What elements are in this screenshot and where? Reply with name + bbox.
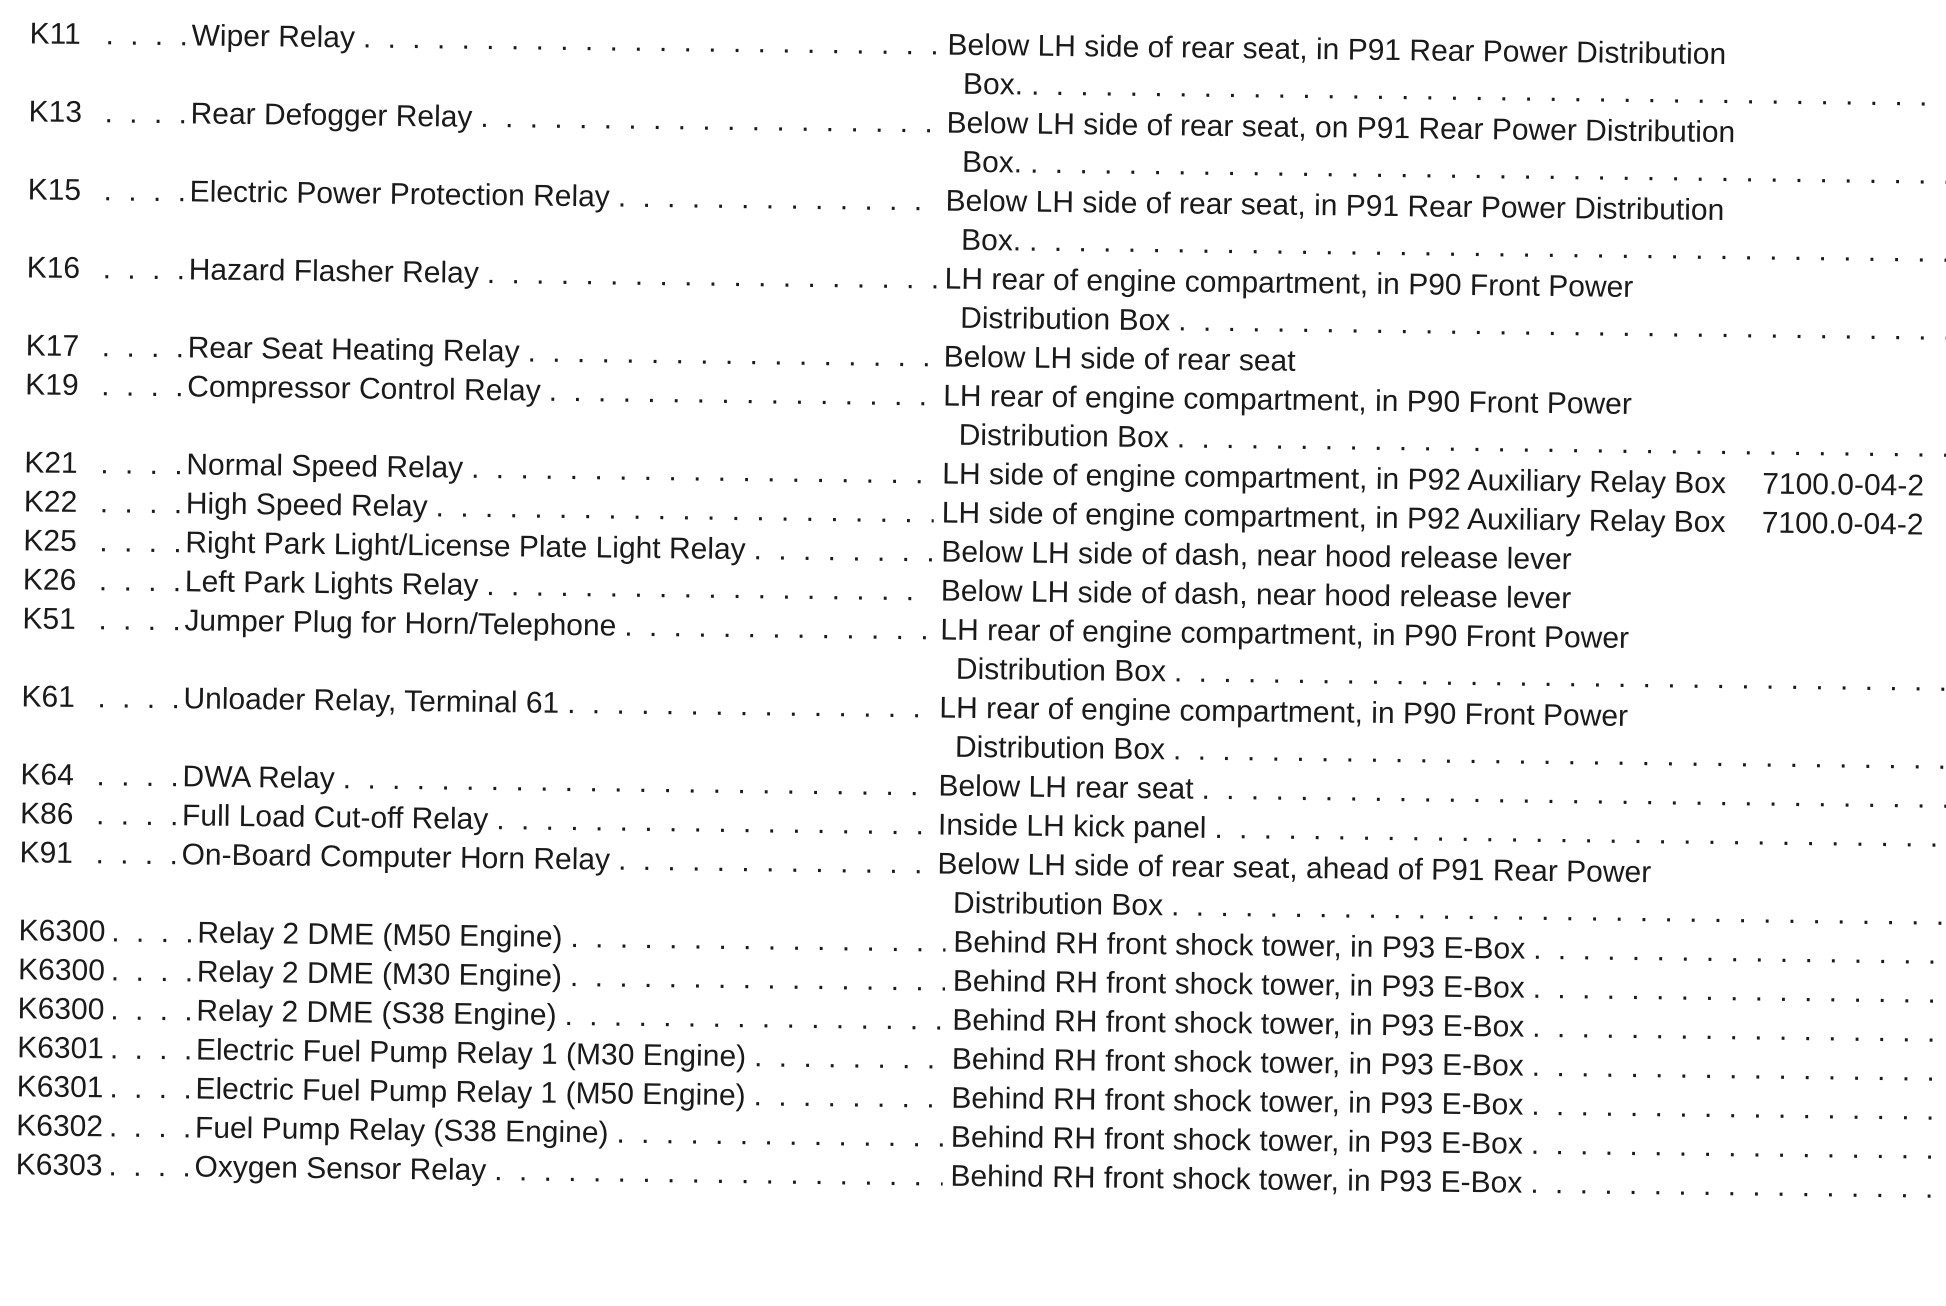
- location-text: Distribution Box: [959, 301, 1171, 338]
- relay-name: Right Park Light/License Plate Light Relay: [185, 526, 746, 567]
- dot-leader: [564, 996, 944, 1040]
- relay-code: K19: [25, 368, 79, 402]
- relay-code: K6303: [15, 1148, 103, 1183]
- relay-name-cell: [187, 367, 943, 415]
- location-text: LH side of engine compartment, in P92 Auxiliary Relay Box: [941, 496, 1726, 540]
- relay-name: Relay 2 DME (M50 Engine): [197, 916, 563, 954]
- dot-leader: [753, 530, 933, 571]
- dot-leader: [624, 607, 933, 650]
- relay-name: Relay 2 DME (S38 Engine): [196, 994, 557, 1032]
- dot-leader: [102, 327, 182, 367]
- dot-leader: [570, 918, 945, 962]
- location-text: Below LH side of rear seat: [943, 340, 1296, 378]
- relay-name-cell: [181, 835, 937, 883]
- relay-name: Electric Power Protection Relay: [189, 175, 611, 214]
- location-text: Behind RH front shock tower, in P93 E-Box: [950, 1120, 1524, 1161]
- relay-code: K61: [21, 680, 76, 714]
- dot-leader: [108, 1146, 188, 1186]
- location-text: LH rear of engine compartment, in P90 Front Power: [943, 379, 1633, 421]
- relay-name-cell: [191, 16, 947, 64]
- relay-code: K16: [26, 251, 81, 285]
- dot-leader: [754, 1037, 944, 1078]
- dot-leader: [99, 522, 179, 562]
- relay-name: DWA Relay: [182, 760, 335, 796]
- relay-code: K6300: [17, 953, 106, 988]
- dot-leader: [496, 800, 930, 844]
- relay-code: K22: [23, 485, 78, 519]
- relay-name: Full Load Cut-off Relay: [181, 799, 489, 837]
- dot-leader: [102, 249, 182, 289]
- relay-name: Electric Fuel Pump Relay 1 (M30 Engine): [195, 1033, 747, 1074]
- relay-code: K21: [24, 446, 78, 480]
- dot-leader: [753, 1076, 943, 1117]
- location-text: Distribution Box: [952, 886, 1164, 923]
- dot-leader: [100, 483, 180, 523]
- location-text: LH rear of engine compartment, in P90 Front Power: [939, 691, 1629, 733]
- dot-leader: [480, 98, 939, 143]
- dot-leader: [618, 841, 930, 884]
- location-text: Below LH side of dash, near hood release lever: [941, 535, 1572, 577]
- relay-name-cell: [188, 250, 944, 298]
- relay-code: K86: [19, 797, 74, 831]
- relay-code: K11: [29, 17, 81, 51]
- dot-leader: [96, 795, 176, 835]
- relay-code: K6300: [18, 914, 106, 949]
- relay-location-list: [16, 14, 1930, 1207]
- location-text: LH rear of engine compartment, in P90 Front Power: [944, 262, 1634, 304]
- relay-name: On-Board Computer Horn Relay: [181, 838, 611, 877]
- dot-leader: [101, 366, 181, 406]
- relay-name-cell: [183, 679, 939, 727]
- location-text: Behind RH front shock tower, in P93 E-Box: [951, 1081, 1524, 1122]
- dot-leader: [109, 1068, 189, 1108]
- location-text: Below LH side of rear seat, ahead of P91 Rear Power: [937, 847, 1652, 890]
- relay-code: K51: [22, 602, 77, 636]
- dot-leader: [494, 1151, 943, 1195]
- dot-leader: [105, 15, 185, 55]
- relay-name: Relay 2 DME (M30 Engine): [196, 955, 563, 993]
- location-text: Behind RH front shock tower, in P93 E-Box: [952, 1003, 1525, 1044]
- location-text: Behind RH front shock tower, in P93 E-Box: [951, 1042, 1524, 1083]
- dot-leader: [109, 1107, 189, 1147]
- dot-leader: [98, 600, 178, 640]
- relay-location: [950, 1157, 1946, 1240]
- dot-leader: [616, 1114, 943, 1157]
- dot-leader: [567, 684, 932, 727]
- relay-code: K26: [22, 563, 77, 597]
- relay-code: K6301: [16, 1031, 105, 1066]
- dot-leader: [95, 834, 175, 874]
- diagram-reference: 7100.0-04-2: [1762, 467, 1925, 503]
- relay-code: K17: [25, 329, 80, 363]
- location-text: Box.: [962, 67, 1024, 102]
- location-text: Behind RH front shock tower, in P93 E-Box: [953, 925, 1526, 966]
- dot-leader: [99, 561, 179, 601]
- relay-name: Wiper Relay: [191, 19, 356, 55]
- relay-name: Compressor Control Relay: [187, 370, 541, 408]
- dot-leader: [1530, 1164, 1946, 1240]
- relay-name: Hazard Flasher Relay: [188, 253, 480, 290]
- relay-code: K6301: [16, 1070, 104, 1105]
- relay-code: K91: [19, 836, 74, 870]
- dot-leader: [618, 178, 938, 221]
- relay-name-cell: [194, 1147, 950, 1195]
- dot-leader: [96, 756, 176, 796]
- location-text: LH rear of engine compartment, in P90 Front Power: [940, 613, 1630, 655]
- dot-leader: [110, 1029, 190, 1069]
- relay-code: K25: [23, 524, 77, 558]
- location-text: Distribution Box: [955, 652, 1167, 689]
- dot-leader: [487, 254, 937, 298]
- diagram-reference: 7100.0-04-2: [1761, 506, 1924, 542]
- relay-name-cell: [190, 94, 946, 142]
- relay-code: K64: [20, 758, 75, 792]
- location-text: Inside LH kick panel: [937, 808, 1207, 845]
- relay-code: K13: [28, 95, 83, 130]
- dot-leader: [110, 990, 190, 1030]
- dot-leader: [111, 951, 191, 991]
- location-text: Behind RH front shock tower, in P93 E-Box: [950, 1159, 1523, 1200]
- relay-name: Unloader Relay, Terminal 61: [183, 682, 560, 720]
- dot-leader: [363, 18, 940, 64]
- relay-name: Fuel Pump Relay (S38 Engine): [194, 1111, 609, 1150]
- dot-leader: [570, 957, 945, 1001]
- location-text: Behind RH front shock tower, in P93 E-Box: [952, 964, 1525, 1005]
- dot-leader: [97, 678, 177, 718]
- dot-leader: [111, 912, 191, 952]
- location-text: Below LH side of rear seat, in P91 Rear Power Distribution: [947, 28, 1727, 72]
- dot-leader: [527, 332, 936, 376]
- location-line: [950, 1157, 1946, 1240]
- relay-name: High Speed Relay: [185, 487, 428, 524]
- relay-code: K15: [27, 173, 82, 208]
- relay-name: Jumper Plug for Horn/Telephone: [184, 604, 617, 643]
- relay-name-cell: [184, 601, 940, 649]
- relay-name: Normal Speed Relay: [186, 448, 464, 485]
- dot-leader: [435, 487, 934, 532]
- relay-name: Electric Fuel Pump Relay 1 (M50 Engine): [195, 1072, 746, 1113]
- relay-name: Left Park Lights Relay: [184, 565, 479, 602]
- dot-leader: [471, 449, 935, 494]
- relay-name-cell: [189, 172, 945, 220]
- location-text: LH side of engine compartment, in P92 Auxiliary Relay Box: [942, 457, 1727, 501]
- relay-code: K6302: [16, 1109, 104, 1144]
- dot-leader: [104, 93, 184, 133]
- location-text: Box.: [960, 223, 1022, 258]
- location-text: Below LH side of dash, near hood release lever: [940, 574, 1572, 616]
- location-text: Distribution Box: [954, 730, 1166, 767]
- dot-leader: [100, 444, 180, 484]
- dot-leader: [548, 372, 935, 416]
- relay-name: Oxygen Sensor Relay: [194, 1150, 487, 1188]
- location-text: Below LH rear seat: [938, 769, 1194, 806]
- location-text: Distribution Box: [958, 418, 1170, 455]
- location-text: Box.: [961, 145, 1023, 180]
- dot-leader: [486, 566, 933, 610]
- location-text: Below LH side of rear seat, in P91 Rear Power Distribution: [945, 184, 1725, 228]
- relay-name: Rear Defogger Relay: [190, 97, 473, 134]
- location-text: Below LH side of rear seat, on P91 Rear Power Distribution: [946, 106, 1736, 150]
- relay-name: Rear Seat Heating Relay: [187, 331, 520, 369]
- relay-code: K6300: [17, 992, 105, 1027]
- dot-leader: [103, 171, 183, 211]
